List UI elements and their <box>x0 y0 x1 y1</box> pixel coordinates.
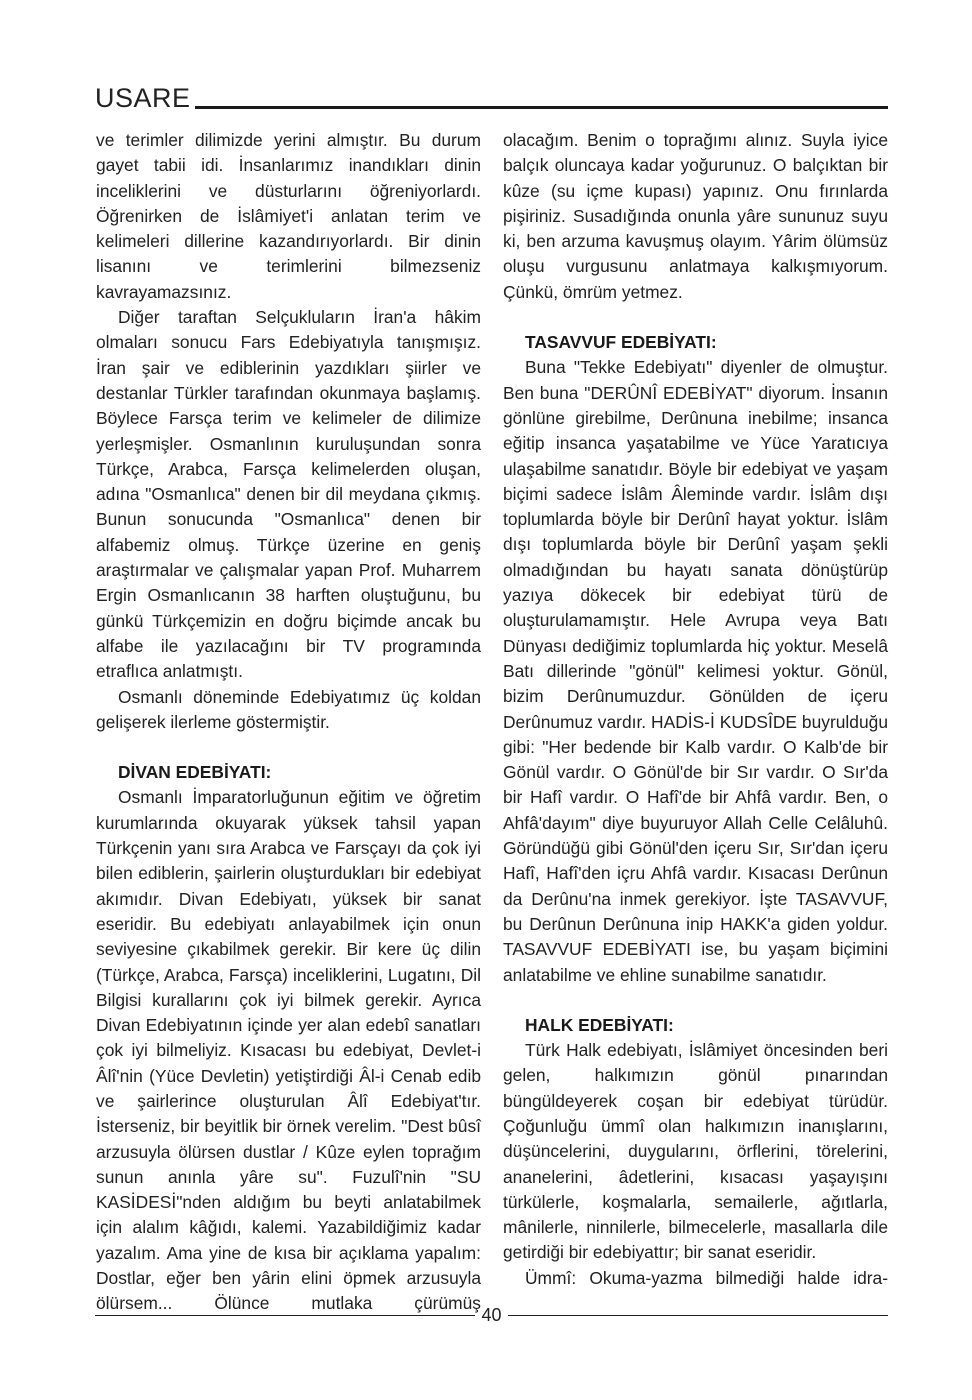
page-footer <box>95 1302 888 1328</box>
footer-rule-left <box>95 1315 475 1316</box>
section-heading-halk: HALK EDEBİYATI: <box>525 1014 674 1035</box>
paragraph: Diğer taraftan Selçukluların İran'a hâkim olmaları sonucu Fars Edebiyatıyla tanışmışız. İran şair ve ediblerinin yazdıkları şiirler ve destanlar Türkler tarafından okunmaya başlamış. Böylece Farsça terim ve kelimeler de dilimize yerleşmişler. Osmanlının kuruluşundan sonra Türkçe, Arabca, Farsça kelimelerden oluşan, adına "Osmanlıca" denen bir dil meydana çıkmış. Bunun sonucunda "Osmanlıca" denen bir alfabemiz olmuş. Türkçe üzerine en geniş araştırmalar ve çalışmalar yapan Prof. Muharrem Ergin Osmanlıcanın 38 harften oluştuğunu, bu günkü Türkçemizin en doğru biçimde ancak bu alfabe ile yazılacağını bir TV programında etraflıca anlatmıştı. <box>96 307 481 682</box>
paragraph: Türk Halk edebiyatı, İslâmiyet öncesinden beri gelen, halkımızın gönül pınarından büngüldeyerek coşan bir edebiyat türüdür. Çoğunluğu ümmî olan halkımızın inanışlarını, düşüncelerini, duygularını, örflerini, törelerini, ananelerini, âdetlerini, kısacası yaşayışını türkülerle, koşmalarla, semailerle, ağıtlarla, mânilerle, ninnilerle, bilmecelerle, masallarla dile getirdiği bir edebiyattır; bir sanat eseridir. <box>503 1040 888 1263</box>
paragraph: Buna "Tekke Edebiyatı" diyenler de olmuştur. Ben buna "DERÛNÎ EDEBİYAT" diyorum. İnsanın gönlüne girebilme, Derûnuna inebilme; insanca eğitip insanca yaşatabilme ve Yüce Yaratıcıya ulaşabilme sanatıdır. Böyle bir edebiyat ve yaşam biçimi sadece İslâm Âleminde vardır. İslâm dışı toplumlarda böyle bir Derûnî hayat yoktur. İslâm dışı toplumlarda böyle bir Derûnî yaşam şekli olmadığından bu hayatı sanata dönüştürüp yazıya dökecek bir edebiyat türü de oluşturulamamıştır. Hele Avrupa veya Batı Dünyası dediğimiz toplumlarda hiç yoktur. Meselâ Batı dillerinde "gönül" kelimesi yoktur. Gönül, bizim Derûnumuzdur. Gönülden de içeru Derûnumuz vardır. HADİS-İ KUDSÎDE buyrulduğu gibi: "Her bedende bir Kalb vardır. O Kalb'de bir Gönül vardır. O Gönül'de bir Sır vardır. O Sır'da bir Hafî vardır. O Hafî'de bir Ahfâ vardır. Ben, o Ahfâ'dayım" diye buyuruyor Allah Celle Celâluhû. Göründüğü gibi Gönül'den içeru Sır, Sır'dan içeru Hafî, Hafî'den içru Ahfâ vardır. Kısacası Derûnun da Derûnu'na inmek gerekiyor. İşte TASAVVUF, bu Derûnun Derûnuna inip HAKK'a giden yoldur. TASAVVUF EDEBİYATI ise, bu yaşam biçimini anlatabilme ve ehline sunabilme sanatıdır. <box>503 357 888 985</box>
right-column <box>503 128 888 1291</box>
running-header <box>95 78 888 112</box>
footer-rule-right <box>508 1315 888 1316</box>
left-column <box>96 128 481 1317</box>
page-number: 40 <box>481 1304 502 1325</box>
header-title: USARE <box>95 83 191 113</box>
section-heading-tasavvuf: TASAVVUF EDEBİYATI: <box>525 332 717 353</box>
paragraph: Osmanlı döneminde Edebiyatımız üç koldan gelişerek ilerleme göstermiştir. <box>96 686 481 732</box>
paragraph: ve terimler dilimizde yerini almıştır. Bu durum gayet tabii idi. İnsanlarımız inandıkları dinin inceliklerini ve düsturlarını öğreniyorlardı. Öğrenirken de İslâmiyet'i anlatan terim ve kelimeleri dillerine kazandırıyorlardı. Bir dinin lisanını ve terimlerini bilmezseniz kavrayamazsınız. <box>96 130 481 302</box>
paragraph: Ümmî: Okuma-yazma bilmediği halde idra- <box>525 1267 888 1288</box>
section-heading-divan: DİVAN EDEBİYATI: <box>118 762 272 783</box>
paragraph: olacağım. Benim o toprağımı alınız. Suyla iyice balçık oluncaya kadar yoğurunuz. O balçıktan bir kûze (su içme kupası) yapınız. Onu fırınlarda pişiriniz. Susadığında onunla yâre sununuz suyu ki, ben arzuma kavuşmuş olayım. Yârim ölümsüz oluşu vurgusunu anlatmaya kalkışmıyorum. Çünkü, ömrüm yetmez. <box>503 130 888 302</box>
header-rule <box>195 106 888 109</box>
paragraph: Osmanlı İmparatorluğunun eğitim ve öğretim kurumlarında okuyarak yüksek tahsil yapan Türkçenin yanı sıra Arabca ve Farsçayı da çok iyi bilen ediblerin, şairlerin oluşturdukları bir edebiyat akımıdır. Divan Edebiyatı, yüksek bir sanat eseridir. Bu edebiyatı anlayabilmek için onun seviyesine çıkabilmek gerekir. Bir kere üç dilin (Türkçe, Arabca, Farsça) inceliklerini, Lugatını, Dil Bilgisi kurallarını çok iyi bilmek gerekir. Ayrıca Divan Edebiyatının içinde yer alan edebî sanatları çok iyi bilmeliyiz. Kısacası bu edebiyat, Devlet-i Âlî'nin (Yüce Devletin) yetiştirdiği Âl-i Cenab edib ve şairlerince oluşturulan Âlî Edebiyat'tır. İsterseniz, bir beyitlik bir örnek verelim. "Dest bûsî arzusuyla ölürsen dustlar / Kûze eylen toprağım sunun anınla yâre su". Fuzulî'nin "SU KASİDESİ"nden aldığım bu beyti anlatabilmek için alalım kâğıdı, kalemi. Yazabildiğimiz kadar yazalım. Ama yine de kısa bir açıklama yapalım: Dostlar, eğer ben yârin elini öpmek arzusuyla ölürsem... Ölünce mutlaka çürümüş <box>96 787 481 1314</box>
